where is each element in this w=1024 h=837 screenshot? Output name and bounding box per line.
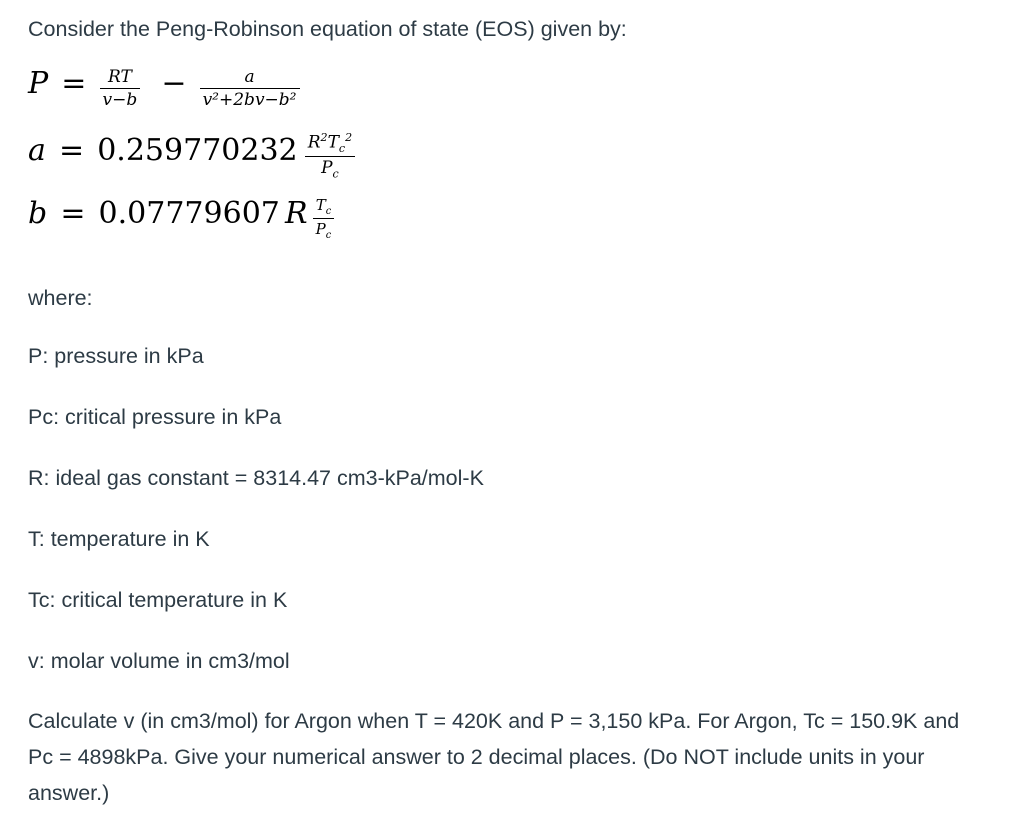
eq-minus: −: [161, 66, 187, 101]
intro-text: Consider the Peng-Robinson equation of state (EOS) given by:: [28, 17, 627, 41]
question-text: Calculate v (in cm3/mol) for Argon when T = 420K and P = 3,150 kPa. For Argon, Tc = 150.9K and Pc = 4898kPa. Give your numerical answer to 2 decimal places. (Do NOT include units in your answer.): [28, 709, 960, 805]
equation-b: [28, 196, 334, 241]
eq-p-lhs: P: [28, 66, 49, 101]
denominator-pc-b: $P_c$: [315, 220, 332, 241]
equation-a: [28, 131, 355, 180]
equation-pressure: [28, 66, 300, 110]
numerator-tc: $T_c$: [313, 196, 335, 219]
fraction-a-over-poly: [200, 67, 300, 110]
definition-r: R: ideal gas constant = 8314.47 cm3-kPa/mol-K: [28, 466, 484, 490]
definition-tc: Tc: critical temperature in K: [28, 588, 288, 612]
numerator-r2tc2: $R^2T_c^2$: [305, 131, 355, 157]
eq-b-lhs: b: [28, 196, 48, 231]
denominator-v-minus-b: v−b: [102, 90, 138, 110]
where-label: where:: [28, 286, 93, 310]
definition-t: T: temperature in K: [28, 527, 210, 551]
fraction-tc-over-pc: [313, 196, 335, 241]
eq-a-lhs: a: [28, 133, 46, 169]
definition-v: v: molar volume in cm3/mol: [28, 649, 290, 673]
symbol-r: R: [284, 196, 308, 231]
denominator-pc: $P_c$: [321, 158, 339, 181]
denominator-poly: v²+2bv−b²: [202, 90, 297, 110]
numerator-a: a: [200, 67, 300, 89]
eq-equals-b: =: [60, 196, 86, 231]
coefficient-a: 0.259770232: [97, 133, 298, 169]
fraction-rt-over-v-minus-b: [100, 67, 141, 110]
coefficient-b: 0.07779607: [98, 196, 280, 231]
definition-p: P: pressure in kPa: [28, 344, 204, 368]
numerator-rt: RT: [100, 67, 141, 89]
eq-equals-a: =: [58, 133, 85, 169]
definition-pc: Pc: critical pressure in kPa: [28, 405, 282, 429]
fraction-r2tc2-over-pc: [305, 131, 355, 180]
eq-equals: =: [61, 66, 87, 101]
